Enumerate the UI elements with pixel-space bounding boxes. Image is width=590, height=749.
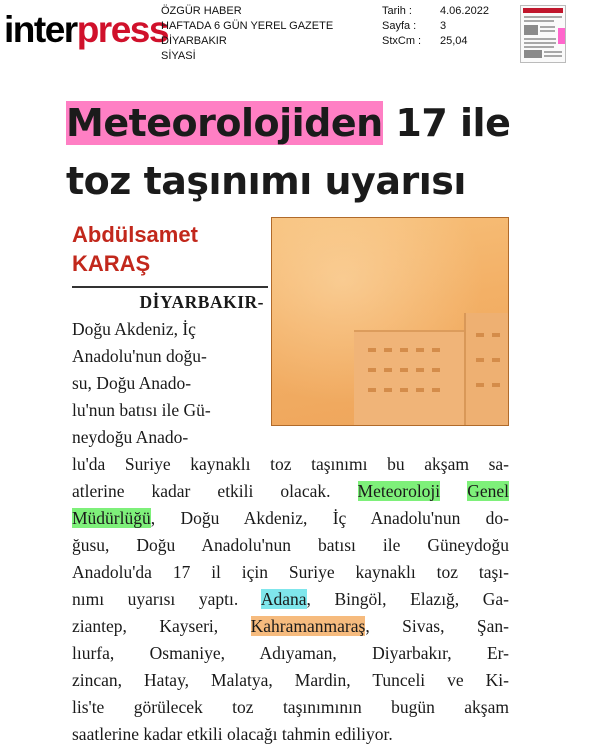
logo-text-inter: inter xyxy=(4,9,77,50)
headline-keyword-highlight: Meteorolojiden xyxy=(66,101,383,145)
author-first-name: Abdülsamet xyxy=(72,222,198,247)
author-last-name: KARAŞ xyxy=(72,251,151,276)
dateline: DİYARBAKIR- xyxy=(139,292,264,312)
body-line: lis'te görülecek toz taşınımının bugün akşam xyxy=(72,697,509,717)
article-body-column xyxy=(72,289,264,451)
headline-line-1-rest: 17 ile xyxy=(382,101,511,145)
body-line: lu'nun batısı ile Gü- xyxy=(72,400,211,420)
keyword-highlight-mudurlugu: Müdürlüğü xyxy=(72,508,151,528)
interpress-logo xyxy=(4,8,168,52)
body-line: ğusu, Doğu Anadolu'nun batısı ile Güneydoğu xyxy=(72,535,509,555)
meta-label: Sayfa : xyxy=(382,20,417,32)
keyword-highlight-adana: Adana xyxy=(260,589,307,609)
body-line: su, Doğu Anado- xyxy=(72,373,192,393)
keyword-highlight-kahramanmaras: Kahramanmaraş xyxy=(250,616,366,636)
body-line xyxy=(72,289,264,316)
page-thumbnail[interactable] xyxy=(520,5,566,63)
meta-label: Tarih : xyxy=(382,5,412,17)
logo-text-press: press xyxy=(76,9,168,50)
body-line xyxy=(72,613,509,640)
headline-line-1 xyxy=(66,94,536,152)
byline-divider xyxy=(72,286,268,288)
body-line xyxy=(72,586,509,613)
meta-label: StxCm : xyxy=(382,35,422,47)
meta-value: 4.06.2022 xyxy=(440,5,489,17)
author-byline xyxy=(72,220,198,278)
article-headline xyxy=(66,94,536,210)
meta-value: 3 xyxy=(440,20,447,32)
publication-frequency: HAFTADA 6 GÜN YEREL GAZETE xyxy=(161,20,334,32)
publication-city: DİYARBAKIR xyxy=(161,35,227,47)
meta-row-stxcm xyxy=(382,34,500,49)
article-body-full xyxy=(72,451,509,748)
body-line: Doğu Akdeniz, İç xyxy=(72,319,196,339)
keyword-highlight-meteoroloji: Meteoroloji xyxy=(357,481,441,501)
meta-row-page xyxy=(382,19,500,34)
body-line: saatlerine kadar etkili olacağı tahmin ediliyor. xyxy=(72,724,393,744)
headline-line-2: toz taşınımı uyarısı xyxy=(66,159,466,203)
body-text: , Doğu Akdeniz, İç Anadolu'nun do- xyxy=(150,508,509,528)
publication-name: ÖZGÜR HABER xyxy=(161,5,242,17)
keyword-highlight-genel: Genel xyxy=(467,481,509,501)
body-text: nımı uyarısı yaptı. xyxy=(72,589,261,609)
body-line: Anadolu'nun doğu- xyxy=(72,346,207,366)
meta-row-date xyxy=(382,4,500,19)
publication-info xyxy=(161,4,333,64)
body-line: lıurfa, Osmaniye, Adıyaman, Diyarbakır, Er- xyxy=(72,643,509,663)
body-text: , Sivas, Şan- xyxy=(365,616,509,636)
meta-value: 25,04 xyxy=(440,35,468,47)
body-line: Anadolu'da 17 il için Suriye kaynaklı toz taşı- xyxy=(72,562,509,582)
body-line: neydoğu Anado- xyxy=(72,427,189,447)
body-line: zincan, Hatay, Malatya, Mardin, Tunceli ve Ki- xyxy=(72,670,509,690)
body-line xyxy=(72,478,509,505)
body-text: atlerine kadar etkili olacak. xyxy=(72,481,358,501)
publication-category: SİYASİ xyxy=(161,50,196,62)
body-line: lu'da Suriye kaynaklı toz taşınımı bu akşam sa- xyxy=(72,454,509,474)
body-text: , Bingöl, Elazığ, Ga- xyxy=(306,589,509,609)
dust-storm-photo xyxy=(271,217,509,426)
body-text: ziantep, Kayseri, xyxy=(72,616,251,636)
clipping-metadata xyxy=(382,4,500,49)
body-line xyxy=(72,505,509,532)
